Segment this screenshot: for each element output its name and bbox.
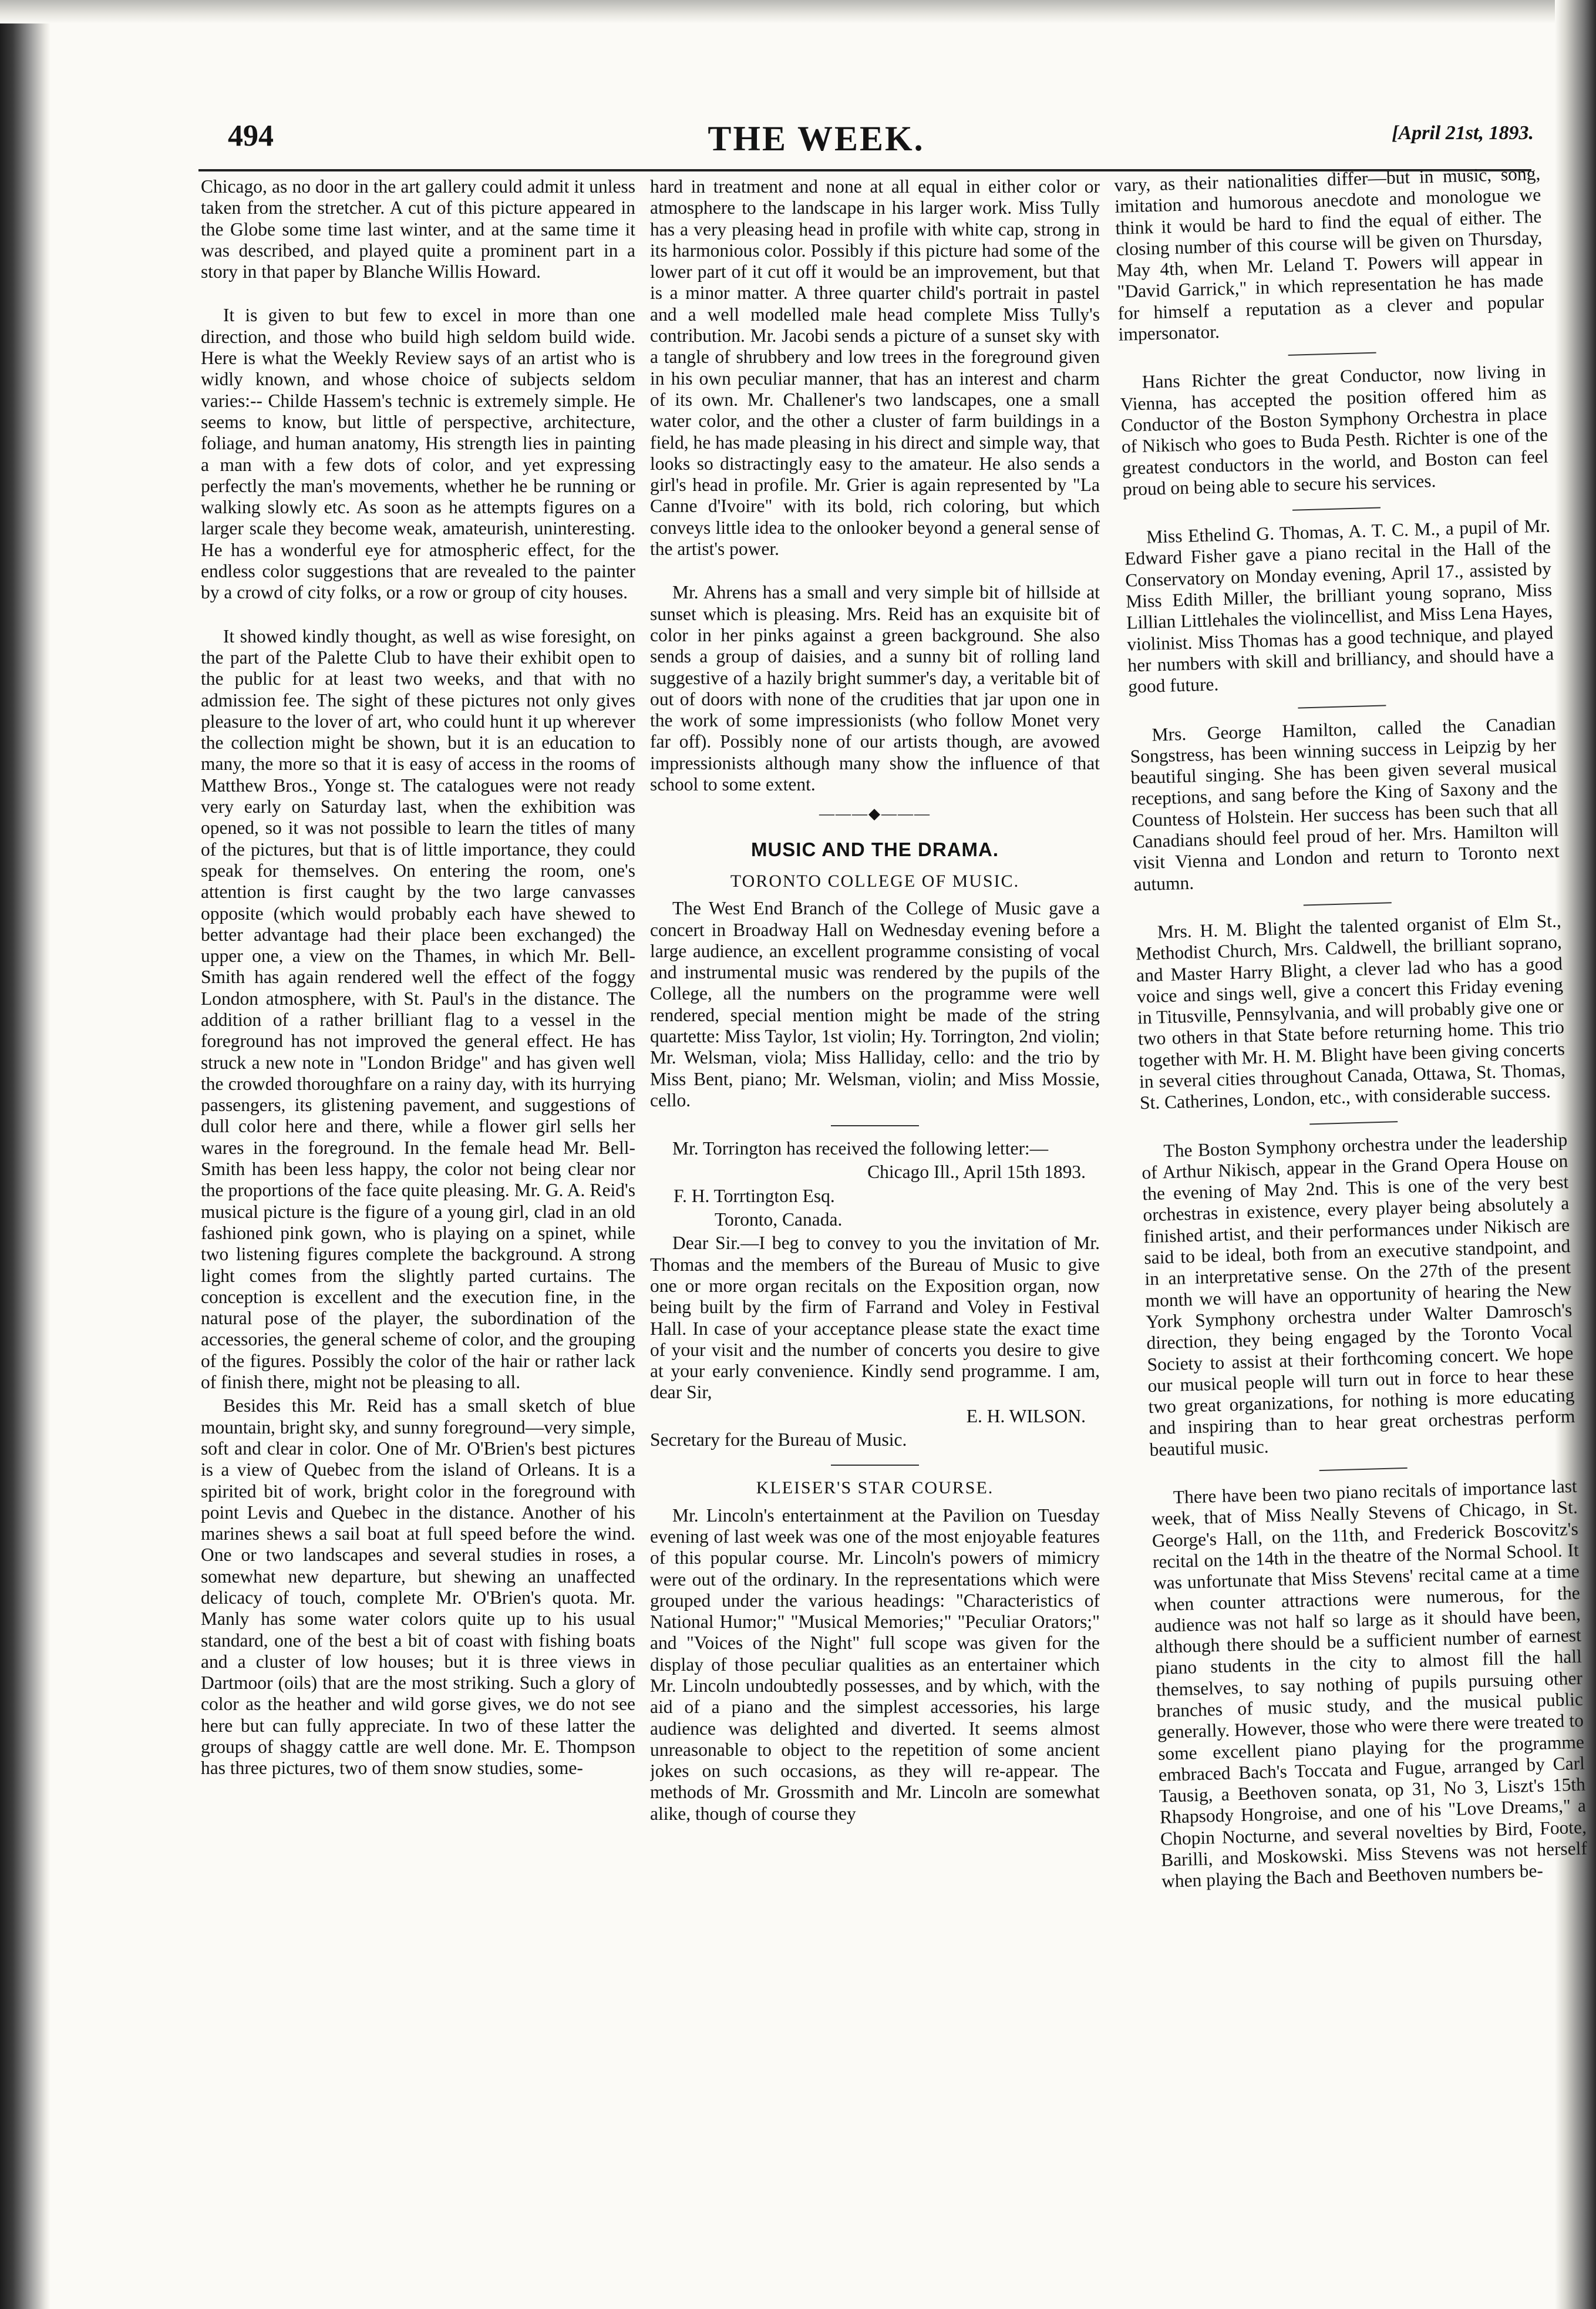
book-gutter-shadow (0, 0, 50, 2309)
article-paragraph: Hans Richter the great Conductor, now living in Vienna, has accepted the position offered him as Conductor of the Boston Symphony Orchestra in place of Nikisch who goes to Buda Pesth. Richter is one of the greatest conductors in the world, and Boston can feel proud on being able to secure his services. (1120, 360, 1549, 500)
subsection-heading: KLEISER'S STAR COURSE. (756, 1478, 994, 1498)
column-1 (201, 176, 635, 2290)
issue-date: [April 21st, 1893. (1392, 122, 1534, 144)
page-top-edge (0, 0, 1596, 23)
letter-city: Toronto, Canada. (715, 1209, 843, 1230)
section-ornament: ———◆——— (819, 805, 931, 823)
divider-rule (1288, 352, 1376, 356)
article-paragraph: Mr. Ahrens has a small and very simple bit of hillside at sunset which is pleasing. Mrs. Reid has an exquisite bit of color in her pinks against a green background. She also sends a group of daisies, and a sunny bit of rolling land suggestive of a hazily bright summer's day, a veritable bit of out of doors with none of the crudities that jar upon one in the work of some impressionists (who follow Monet very far off). Possibly none of our artists though, are avowed impressionists although many show the influence of that school to some extent. (650, 582, 1100, 795)
divider-rule (1292, 507, 1380, 511)
letter-intro: Mr. Torrington has received the following letter:— (672, 1138, 1049, 1159)
column-3 (1114, 163, 1596, 2288)
divider-rule (831, 1125, 919, 1126)
article-paragraph: Besides this Mr. Reid has a small sketch of blue mountain, bright sky, and sunny foreground—very simple, soft and clear in color. One of Mr. O'Brien's best pictures is a view of Quebec from the island of Orleans. It is a spirited bit of work, bright color in the foreground with point Levis and Quebec in the distance. Another of his marines shews a sail boat at full speed before the wind. One or two landscapes and several studies in roses, a somewhat new departure, but shewing an unaffected delicacy of touch, complete Mr. O'Brien's quota. Mr. Manly has some water colors quite up to his usual standard, one of the best a bit of coast with fishing boats and a cluster of low houses; but it is three views in Dartmoor (oils) that are the most striking. Such a glory of color as the heather and wild gorse gives, we do not see here but can fully appreciate. In two of these latter the groups of shaggy cattle are well done. Mr. E. Thompson has three pictures, two of them snow studies, some- (201, 1395, 635, 1779)
subsection-heading: TORONTO COLLEGE OF MUSIC. (730, 871, 1020, 891)
divider-rule (1319, 1467, 1408, 1471)
letter-body: Dear Sir.—I beg to convey to you the invitation of Mr. Thomas and the members of the Bureau of Music to give one or more organ recitals on the Exposition organ, now being built by the firm of Farrand and Voley in Festival Hall. In case of your acceptance please state the exact time of your visit and the number of concerts you desire to give at your early convenience. Kindly send programme. I am, dear Sir, (650, 1233, 1100, 1403)
article-paragraph: There have been two piano recitals of importance last week, that of Miss Neally Stevens of Chicago, in St. George's Hall, on the 11th, and Frederick Boscovitz's recital on the 14th in the theatre of the Normal School. It was unfortunate that Miss Stevens' recital came at a time when counter attractions were numerous, for the audience was not half so large as it should have been, although there should be a sufficient number of earnest piano students in the city to almost fill the hall themselves, to say nothing of pupils pursuing other branches of music study, and the musical public generally. However, those who were there were treated to some excellent piano playing for the programme embraced Bach's Toccata and Fugue, arranged by Carl Tausig, a Beethoven sonata, op 31, No 3, Liszt's 15th Rhapsody Hongroise, and one of his "Love Dreams," a Chopin Nocturne, and several novelties by Bird, Foote, Barilli, and Moskowski. Miss Stevens was not herself when playing the Bach and Beethoven numbers be- (1151, 1475, 1588, 1892)
page-number: 494 (228, 119, 274, 153)
letter-signature-title: Secretary for the Bureau of Music. (650, 1429, 907, 1450)
masthead-title: THE WEEK. (708, 119, 925, 158)
article-paragraph: Chicago, as no door in the art gallery could admit it unless taken from the stretcher. A cut of this picture appeared in the Globe some time last winter, and at the same time it was described, and played quite a prominent part in a story in that paper by Blanche Willis Howard. (201, 176, 635, 282)
article-paragraph: hard in treatment and none at all equal in either color or atmosphere to the landscape in his larger work. Miss Tully has a very pleasing head in profile with white cap, strong in its harmonious color. Possibly if this picture had some of the lower part of it cut off it would be an improvement, but that is a minor matter. A three quarter child's portrait in pastel and a well modelled male head complete Miss Tully's contribution. Mr. Jacobi sends a picture of a sunset sky with a tangle of shrubbery and low trees in the foreground given in his own peculiar manner, that has an interest and charm of its own. Mr. Challener's two landscapes, one a small water color, and the other a cluster of farm buildings in a field, he has made pleasing in his direct and simple way, that looks so distractingly easy to the amateur. He also sends a girl's head in profile. Mr. Grier is again represented by "La Canne d'Ivoire" with its bold, rich coloring, but which conveys little idea to the onlooker beyond a general sense of the artist's power. (650, 176, 1100, 560)
article-paragraph: The West End Branch of the College of Music gave a concert in Broadway Hall on Wednesday evening before a large audience, an excellent programme consisting of vocal and instrumental music was rendered by the pupils of the College, all the numbers on the programme were well rendered, special mention might be made of the string quartette: Miss Taylor, 1st violin; Hy. Torrington, 2nd violin; Mr. Welsman, viola; Miss Halliday, cello: and the trio by Miss Bent, piano; Mr. Welsman, violin; and Miss Mossie, cello. (650, 898, 1100, 1110)
letter-addressee: F. H. Torrtington Esq. (674, 1185, 835, 1206)
section-title: MUSIC AND THE DRAMA. (750, 838, 999, 860)
divider-rule (1298, 705, 1386, 708)
divider-rule (1304, 902, 1392, 906)
article-paragraph: Mr. Lincoln's entertainment at the Pavilion on Tuesday evening of last week was one of the most enjoyable features of this popular course. Mr. Lincoln's powers of mimicry were out of the ordinary. In the representations which were grouped under the various headings: "Characteristics of National Humor;" "Musical Memories;" "Peculiar Orators;" and "Voices of the Night" full scope was given for the display of those peculiar qualities as an entertainer which Mr. Lincoln undoubtedly possesses, and by which, with the aid of a piano and the simplest accessories, his large audience was delighted and diverted. It seems almost unreasonable to object to the repetition of some ancient jokes on such occasions, as they will re-appear. The methods of Mr. Grossmith and Mr. Lincoln are somewhat alike, though of course they (650, 1504, 1100, 1824)
article-paragraph: It is given to but few to excel in more than one direction, and those who build high seldom build wide. Here is what the Weekly Review says of an artist who is widly known, and whose choice of subjects seldom varies:-- Childe Hassem's technic is extremely simple. He seems to know, but little of perspective, architecture, foliage, and human anatomy, His strength lies in painting a man with a few dots of color, and yet expressing perfectly the man's movements, whether he be running or walking slowly etc. As soon as he attempts figures on a larger scale they become weak, amateurish, uninteresting. He has a wonderful eye for atmospheric effect, for the endless color suggestions that are revealed to the painter by a crowd of city folks, or a row or group of city houses. (201, 305, 635, 603)
article-paragraph: Mrs. George Hamilton, called the Canadian Songstress, has been winning success in Leipzig by her beautiful singing. She has been given several musical receptions, and sang before the King of Saxony and the Countess of Holstein. Her success has been such that all Canadians should feel proud of her. Mrs. Hamilton will visit Vienna and London and return to Toronto next autumn. (1130, 712, 1560, 895)
letter-signature: E. H. WILSON. (966, 1405, 1086, 1426)
divider-rule (1309, 1121, 1398, 1125)
article-paragraph: Miss Ethelind G. Thomas, A. T. C. M., a pupil of Mr. Edward Fisher gave a piano recital in the Hall of the Conservatory on Monday evening, April 17., assisted by Miss Edith Miller, the brilliant young soprano, Miss Lillian Littlehales the violincellist, and Miss Lena Hayes, violinist. Miss Thomas has a good technique, and played her numbers with skill and brilliancy, and should have a good future. (1124, 515, 1554, 697)
article-paragraph: It showed kindly thought, as well as wise foresight, on the part of the Palette Club to have their exhibit open to the public for at least two weeks, and that with no admission fee. The sight of these pictures not only gives pleasure to the lover of art, who could hunt it up wherever the collection might be shown, but it is an education to many, the more so that it is easy of access in the rooms of Matthew Bros., Yonge st. The catalogues were not ready very early on Saturday last, when the exhibition was opened, so it was not possible to learn the titles of many of the pictures, but that is of little importance, they could speak for themselves. On entering the room, one's attention is first caught by the two large canvasses opposite (which would probably each have shewed to better advantage had their place been exchanged) the upper one, a view on the Thames, in which Mr. Bell-Smith has again rendered well the effect of the foggy London atmosphere, with St. Paul's in the distance. The addition of a rather brilliant flag to a vessel in the foreground has not improved the general effect. He has struck a new note in "London Bridge" and has given well the crowded thoroughfare on a rainy day, with its hurrying passengers, its glistening pavement, and suggestions of dull color here and there, while a flower girl sells her wares in the foreground. In the female head Mr. Bell-Smith has been less happy, the color not being clear nor the proportions of the face quite pleasing. Mr. G. A. Reid's musical picture is the figure of a young girl, clad in an old fashioned pink gown, who is playing on a spinet, while two listening figures complete the background. A strong light comes from the slightly parted curtains. The conception is excellent and the execution fine, in the natural pose of the player, the subordination of the accessories, the general scheme of color, and the grouping of the figures. Possibly the color of the hair or rather lack of finish there, might not be pleasing to all. (201, 625, 635, 1393)
article-paragraph: Mrs. H. M. Blight the talented organist of Elm St., Methodist Church, Mrs. Caldwell, the brilliant soprano, and Master Harry Blight, a clever lad who has a good voice and sings well, give a concert this Friday evening in Titusville, Pennsylvania, and will probably give one or two others in that State before returning home. This trio together with Mr. H. M. Blight have been giving concerts in several cities throughout Canada, Ottawa, St. Thomas, St. Catherines, London, etc., with considerable success. (1135, 910, 1566, 1113)
article-paragraph: The Boston Symphony orchestra under the leadership of Arthur Nikisch, appear in the Grand Opera House on the evening of May 2nd. This is one of the very best orchestras in existence, every player being absolutely a finished artist, and their performances under Nikisch are said to be ideal, both from an executive standpoint, and in an interpretative sense. On the 27th of the present month we will have an opportunity of hearing the New York Symphony orchestra under Walter Damrosch's direction, they being engaged by the Toronto Vocal Society to assist at their forthcoming concert. We hope our musical people will turn out in force to hear these two great organizations, for nothing is more educating and inspiring than to hear great orchestras perform beautiful music. (1141, 1129, 1575, 1460)
article-paragraph: vary, as their nationalities differ—but in music, song, imitation and humorous anecdote and monologue we think it would be hard to find the equal of either. The closing number of this course will be given on Thursday, May 4th, when Mr. Leland T. Powers will appear in "David Garrick," in which representation he has made for himself a reputation as a clever and popular impersonator. (1114, 163, 1544, 345)
divider-rule (831, 1465, 919, 1466)
letter-date: Chicago Ill., April 15th 1893. (867, 1162, 1086, 1183)
column-2 (650, 176, 1100, 2290)
